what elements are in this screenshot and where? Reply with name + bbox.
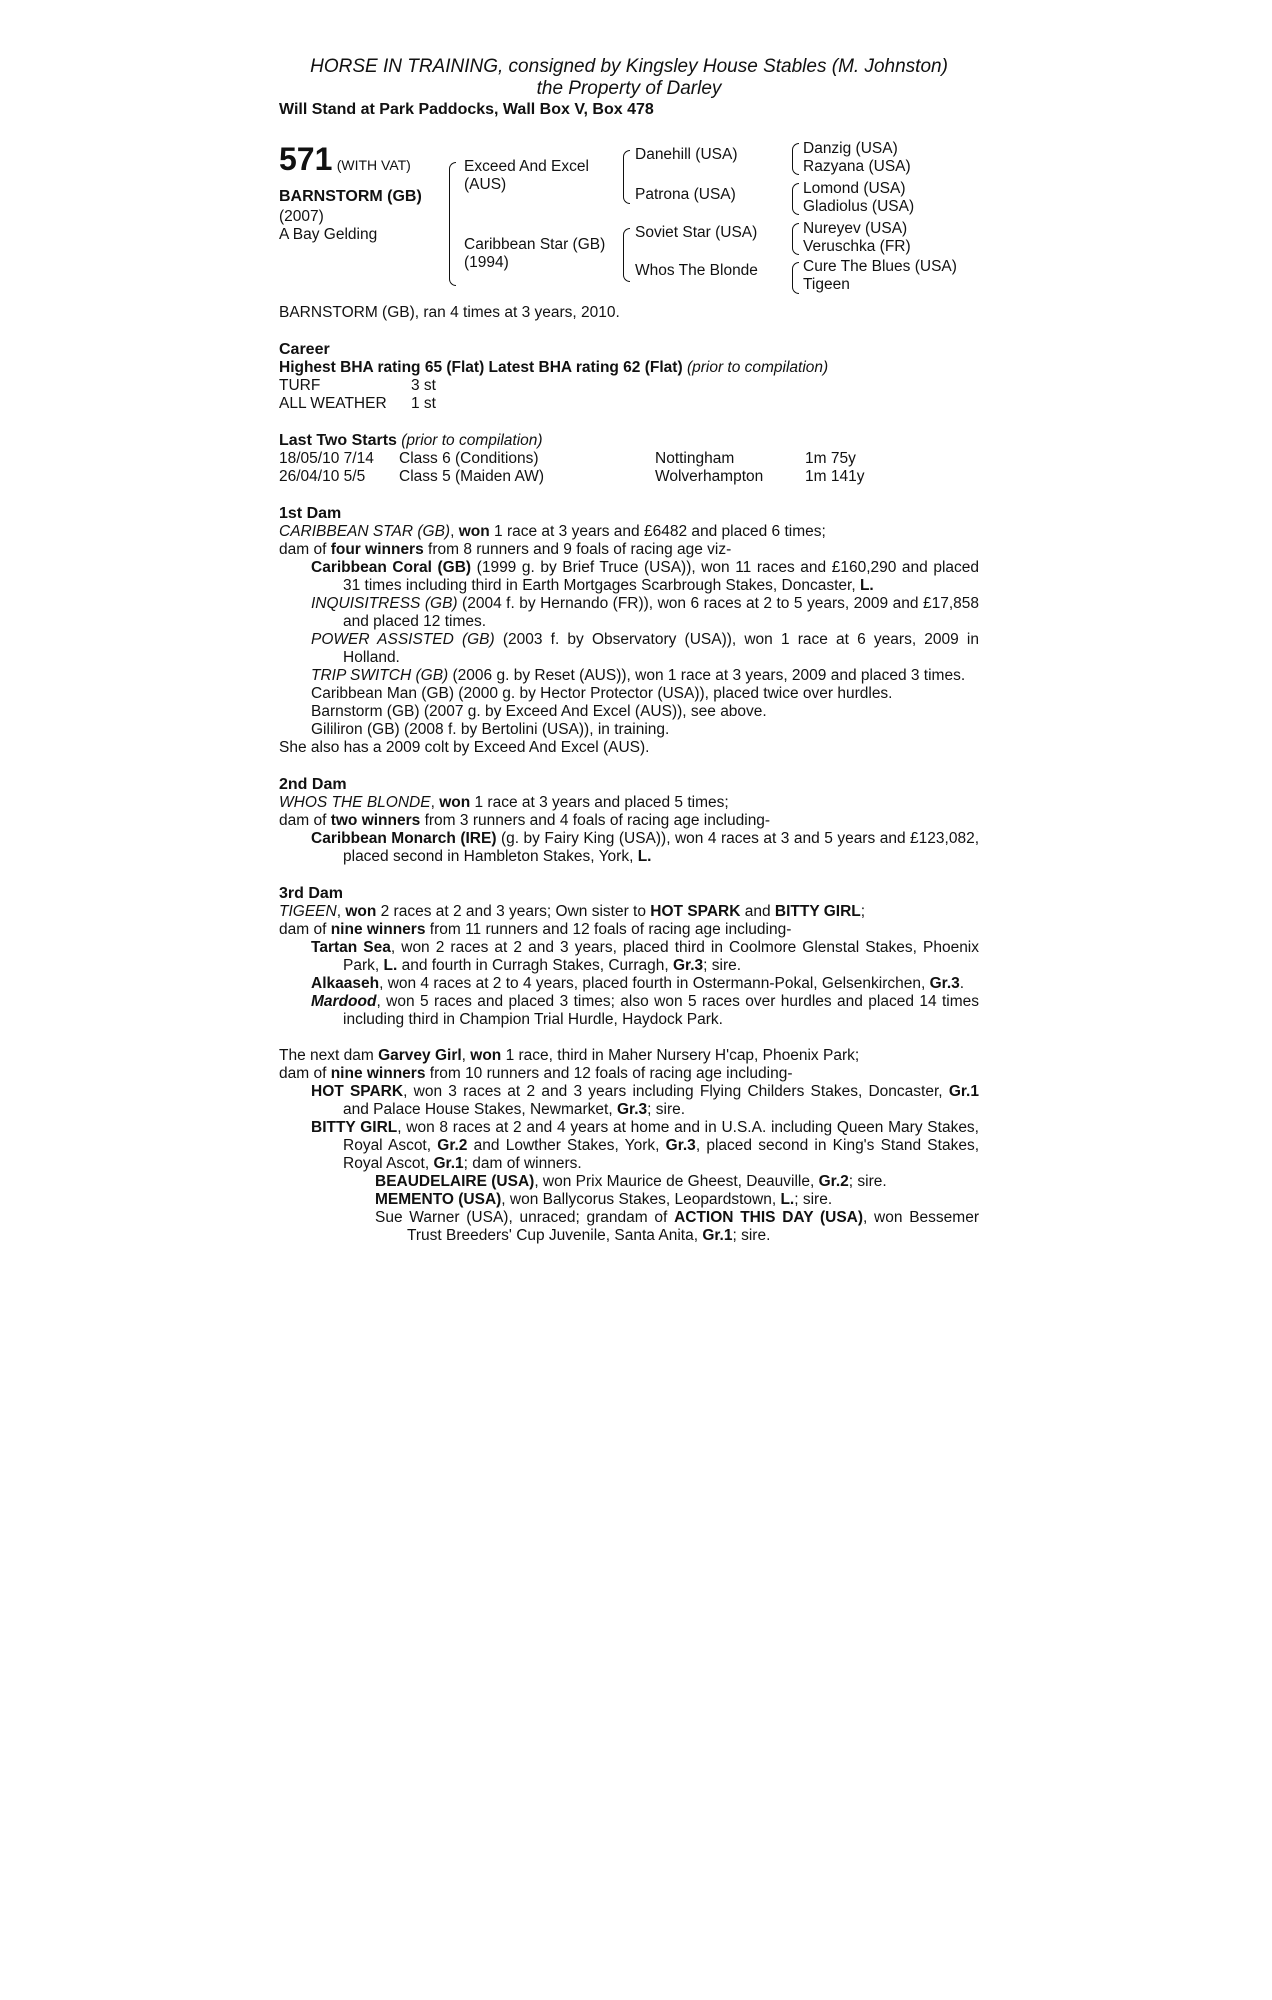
produce-entry: Mardood, won 5 races and placed 3 times; also won 5 races over hurdles and placed 14 times including third in Champion Trial Hurdle, Haydock Park. xyxy=(311,993,979,1028)
produce-name: INQUISITRESS (GB) xyxy=(311,595,458,612)
start-distance: 1m 75y xyxy=(805,450,856,467)
horse-name: BARNSTORM (GB) xyxy=(279,188,422,205)
won-label: won xyxy=(345,903,377,920)
dam-name: Caribbean Star (GB) xyxy=(464,236,606,253)
grade-label: Gr.1 xyxy=(948,1083,979,1100)
won-label: won xyxy=(458,523,490,540)
third-dam-produce: dam of nine winners from 11 runners and 12 foals of racing age including- xyxy=(279,921,792,938)
gen3-dds: Cure The Blues (USA) xyxy=(803,258,957,275)
gen3-dsd: Veruschka (FR) xyxy=(803,238,911,255)
listed-label: L. xyxy=(859,577,874,594)
gen3-sss: Danzig (USA) xyxy=(803,140,898,157)
produce-entry: Caribbean Coral (GB) (1999 g. by Brief Truce (USA)), won 11 races and £160,290 and placed 31 times including third in Earth Mortgages Scarbrough Stakes, Doncaster, L. xyxy=(311,559,979,594)
grade-label: Gr.3 xyxy=(616,1101,648,1118)
horse-description: A Bay Gelding xyxy=(279,226,378,243)
third-dam-title: 3rd Dam xyxy=(279,885,344,902)
won-label: won xyxy=(439,794,471,811)
foaling-year: (2007) xyxy=(279,208,324,225)
career-section xyxy=(279,340,979,413)
start-class: Class 5 (Maiden AW) xyxy=(399,468,544,485)
bha-rating: Highest BHA rating 65 (Flat) Latest BHA rating 62 (Flat) xyxy=(279,359,683,376)
surface-label: ALL WEATHER xyxy=(279,395,387,412)
produce-entry: Tartan Sea, won 2 races at 2 and 3 years, placed third in Coolmore Glenstal Stakes, Phoenix Park, L. and fourth in Curragh Stakes, Curragh, Gr.3; sire. xyxy=(311,939,980,974)
dam-name: Garvey Girl xyxy=(378,1047,462,1064)
gen3-sds: Lomond (USA) xyxy=(803,180,906,197)
second-dam-record: WHOS THE BLONDE, won 1 race at 3 years and placed 5 times; xyxy=(279,794,729,811)
gen3-dss: Nureyev (USA) xyxy=(803,220,908,237)
first-dam-record: CARIBBEAN STAR (GB), won 1 race at 3 years and £6482 and placed 6 times; xyxy=(279,523,826,540)
produce-name: TRIP SWITCH (GB) xyxy=(311,667,449,684)
grade-label: Gr.3 xyxy=(665,1137,696,1154)
surface-value: 1 st xyxy=(411,395,436,412)
produce-name: BITTY GIRL xyxy=(311,1119,398,1136)
third-dam-section xyxy=(279,884,979,1029)
catalogue-page xyxy=(279,56,979,1245)
produce-name: MEMENTO (USA) xyxy=(375,1191,502,1208)
produce-entry: Caribbean Man (GB) (2000 g. by Hector Protector (USA)), placed twice over hurdles. xyxy=(311,685,893,702)
brace-gen3-d xyxy=(792,262,799,294)
winners-count: nine winners xyxy=(330,1065,426,1082)
produce-name: Caribbean Coral (GB) xyxy=(311,559,472,576)
vat-note: (WITH VAT) xyxy=(336,157,411,173)
dam-dam: Whos The Blonde xyxy=(635,262,758,279)
produce-name: Mardood xyxy=(311,993,377,1010)
dam-name: TIGEEN xyxy=(279,903,337,920)
brace-gen3-c xyxy=(792,223,799,255)
dam-year: (1994) xyxy=(464,254,509,271)
consignor-line: HORSE IN TRAINING, consigned by Kingsley House Stables (M. Johnston) xyxy=(310,56,948,77)
produce-entry: Alkaaseh, won 4 races at 2 to 4 years, placed fourth in Ostermann-Pokal, Gelsenkirchen, Gr.3. xyxy=(311,975,965,992)
winners-count: two winners xyxy=(330,812,421,829)
brace-gen3-a xyxy=(792,143,799,175)
produce-entry: HOT SPARK, won 3 races at 2 and 3 years including Flying Childers Stakes, Doncaster, Gr.1 and Palace House Stakes, Newmarket, Gr.3; sire. xyxy=(311,1083,979,1118)
produce-entry: BEAUDELAIRE (USA), won Prix Maurice de Gheest, Deauville, Gr.2; sire. xyxy=(375,1173,887,1190)
grade-label: Gr.2 xyxy=(818,1173,849,1190)
start-date: 18/05/10 7/14 xyxy=(279,450,374,467)
lot-number-line xyxy=(279,142,411,176)
second-dam-title: 2nd Dam xyxy=(279,776,347,793)
start-course: Wolverhampton xyxy=(655,468,764,485)
produce-name: Alkaaseh xyxy=(311,975,380,992)
sibling-name: HOT SPARK xyxy=(650,903,741,920)
gen3-ssd: Razyana (USA) xyxy=(803,158,911,175)
start-distance: 1m 141y xyxy=(805,468,865,485)
surface-label: TURF xyxy=(279,377,321,394)
start-row xyxy=(279,468,979,486)
pedigree-brace xyxy=(449,162,456,286)
sibling-name: BITTY GIRL xyxy=(774,903,861,920)
lot-number: 571 xyxy=(279,141,333,177)
also-note: She also has a 2009 colt by Exceed And Excel (AUS). xyxy=(279,739,650,756)
produce-entry: INQUISITRESS (GB) (2004 f. by Hernando (FR)), won 6 races at 2 to 5 years, 2009 and £17,858 and placed 12 times. xyxy=(311,595,979,630)
sire-brace xyxy=(623,150,630,204)
start-date: 26/04/10 5/5 xyxy=(279,468,366,485)
last-starts-heading xyxy=(279,431,979,450)
dam-brace xyxy=(623,228,630,282)
pedigree-block xyxy=(279,142,979,304)
next-dam-produce: dam of nine winners from 10 runners and 12 foals of racing age including- xyxy=(279,1065,793,1082)
produce-name: BEAUDELAIRE (USA) xyxy=(375,1173,535,1190)
produce-name: POWER ASSISTED (GB) xyxy=(311,631,495,648)
produce-name: HOT SPARK xyxy=(311,1083,404,1100)
surface-value: 3 st xyxy=(411,377,436,394)
sire-name: Exceed And Excel xyxy=(464,158,589,175)
grade-label: Gr.3 xyxy=(929,975,960,992)
sire-sire: Danehill (USA) xyxy=(635,146,738,163)
produce-entry: MEMENTO (USA), won Ballycorus Stakes, Leopardstown, L.; sire. xyxy=(375,1191,833,1208)
stand-location: Will Stand at Park Paddocks, Wall Box V, Box 478 xyxy=(279,101,654,118)
produce-name: ACTION THIS DAY (USA) xyxy=(674,1209,864,1226)
sire-country: (AUS) xyxy=(464,176,507,193)
grade-label: Gr.2 xyxy=(437,1137,468,1154)
last-starts-section xyxy=(279,431,979,486)
rating-note: (prior to compilation) xyxy=(686,359,829,376)
gen3-ddd: Tigeen xyxy=(803,276,850,293)
bha-rating-line xyxy=(279,359,979,377)
winners-count: nine winners xyxy=(330,921,426,938)
produce-entry: Caribbean Monarch (IRE) (g. by Fairy King (USA)), won 4 races at 3 and 5 years and £123,082, placed second in Hambleton Stakes, York, L. xyxy=(311,830,979,865)
first-dam-title: 1st Dam xyxy=(279,505,342,522)
career-row-aw xyxy=(279,395,979,413)
career-title: Career xyxy=(279,341,330,358)
career-row-turf xyxy=(279,377,979,395)
last-starts-note: (prior to compilation) xyxy=(401,432,543,449)
produce-entry: Gililiron (GB) (2008 f. by Bertolini (USA)), in training. xyxy=(311,721,670,738)
second-dam-section xyxy=(279,775,979,866)
listed-label: L. xyxy=(383,957,398,974)
start-row xyxy=(279,450,979,468)
third-dam-record: TIGEEN, won 2 races at 2 and 3 years; Own sister to HOT SPARK and BITTY GIRL; xyxy=(279,903,866,920)
dam-name: CARIBBEAN STAR (GB) xyxy=(279,523,451,540)
winners-count: four winners xyxy=(330,541,424,558)
produce-entry: BITTY GIRL, won 8 races at 2 and 4 years at home and in U.S.A. including Queen Mary Stakes, Royal Ascot, Gr.2 and Lowther Stakes, York, Gr.3, placed second in King's Stand Stakes, Royal Ascot, Gr.1; dam of winners. xyxy=(311,1119,980,1172)
dam-name: WHOS THE BLONDE xyxy=(279,794,431,811)
second-dam-produce: dam of two winners from 3 runners and 4 foals of racing age including- xyxy=(279,812,771,829)
gen3-sdd: Gladiolus (USA) xyxy=(803,198,915,215)
race-summary: BARNSTORM (GB), ran 4 times at 3 years, 2010. xyxy=(279,304,620,321)
start-class: Class 6 (Conditions) xyxy=(399,450,539,467)
listed-label: L. xyxy=(780,1191,795,1208)
won-label: won xyxy=(470,1047,502,1064)
produce-name: Caribbean Monarch (IRE) xyxy=(311,830,497,847)
dam-sire: Soviet Star (USA) xyxy=(635,224,758,241)
produce-name: Tartan Sea xyxy=(311,939,391,956)
first-dam-produce: dam of four winners from 8 runners and 9 foals of racing age viz- xyxy=(279,541,732,558)
produce-entry: POWER ASSISTED (GB) (2003 f. by Observatory (USA)), won 1 race at 6 years, 2009 in Holland. xyxy=(311,631,979,666)
first-dam-section xyxy=(279,504,979,757)
listed-label: L. xyxy=(637,848,652,865)
grade-label: Gr.1 xyxy=(433,1155,464,1172)
next-dam-record: The next dam Garvey Girl, won 1 race, third in Maher Nursery H'cap, Phoenix Park; xyxy=(279,1047,860,1064)
produce-entry: Barnstorm (GB) (2007 g. by Exceed And Excel (AUS)), see above. xyxy=(311,703,767,720)
grade-label: Gr.3 xyxy=(672,957,704,974)
brace-gen3-b xyxy=(792,183,799,215)
last-starts-title: Last Two Starts xyxy=(279,432,397,449)
sire-dam: Patrona (USA) xyxy=(635,186,736,203)
next-dam-section xyxy=(279,1047,979,1245)
start-course: Nottingham xyxy=(655,450,735,467)
produce-entry: TRIP SWITCH (GB) (2006 g. by Reset (AUS)), won 1 race at 3 years, 2009 and placed 3 times. xyxy=(311,667,966,684)
property-line: the Property of Darley xyxy=(536,78,722,99)
grade-label: Gr.1 xyxy=(702,1227,733,1244)
produce-entry: Sue Warner (USA), unraced; grandam of ACTION THIS DAY (USA), won Bessemer Trust Breeders' Cup Juvenile, Santa Anita, Gr.1; sire. xyxy=(375,1209,979,1244)
